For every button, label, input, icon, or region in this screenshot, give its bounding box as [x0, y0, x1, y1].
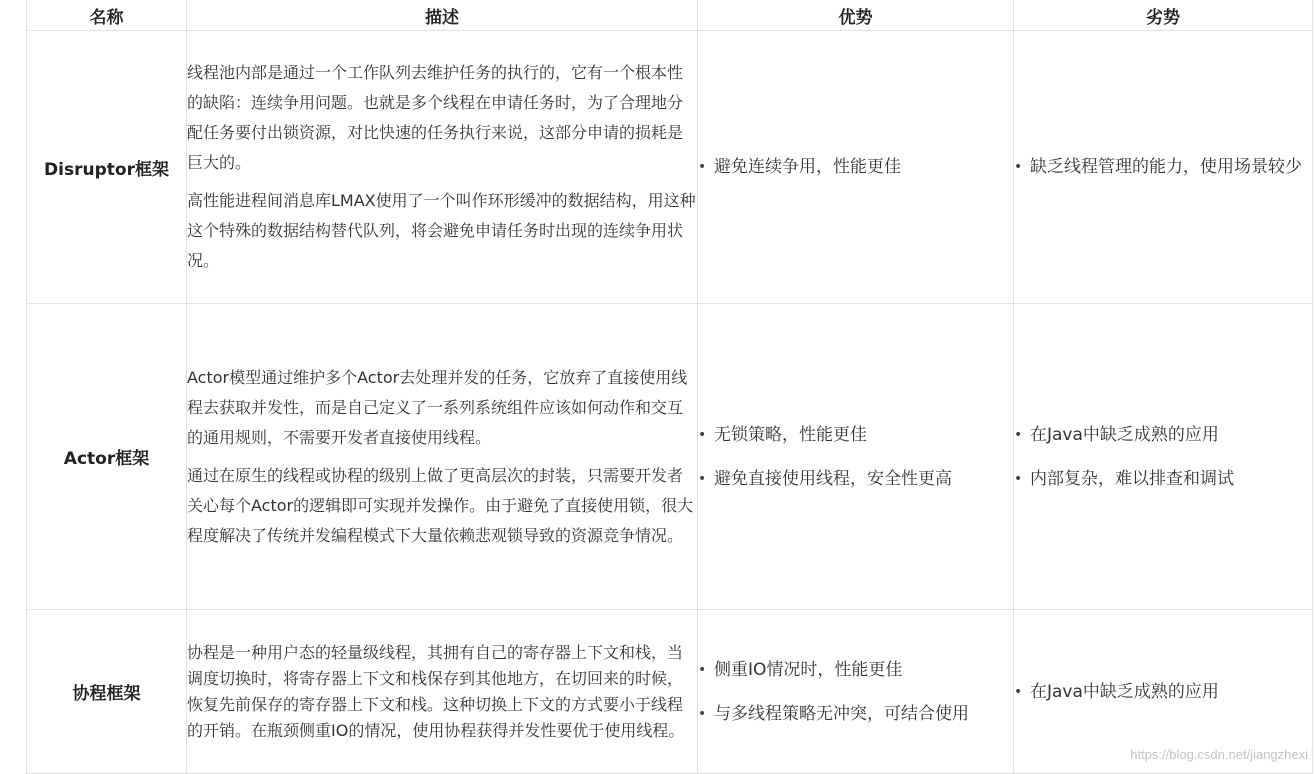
header-disadvantages: 劣势 — [1014, 0, 1313, 31]
framework-description — [187, 31, 698, 304]
table-row — [27, 31, 1313, 304]
advantages-list — [698, 152, 1013, 182]
description-paragraph: 高性能进程间消息库LMAX使用了一个叫作环形缓冲的数据结构，用这种这个特殊的数据结构替代队列，将会避免申请任务时出现的连续争用状况。 — [187, 191, 696, 270]
framework-name: Disruptor框架 — [27, 31, 187, 304]
table-row — [27, 304, 1313, 610]
list-item: • 侧重IO情况时，性能更佳 — [698, 655, 1013, 685]
header-description: 描述 — [187, 0, 698, 31]
disadvantages-list — [1014, 677, 1312, 707]
framework-disadvantages — [1014, 31, 1313, 304]
description-paragraph: 通过在原生的线程或协程的级别上做了更高层次的封装，只需要开发者关心每个Actor的逻辑即可实现并发操作。由于避免了直接使用锁，很大程度解决了传统并发编程模式下大量依赖悲观锁导致的资源竞争情况。 — [187, 465, 694, 545]
list-item: • 避免连续争用，性能更佳 — [698, 152, 1013, 182]
advantages-list — [698, 655, 1013, 729]
disadvantages-list — [1014, 152, 1312, 182]
comparison-table — [26, 0, 1313, 774]
header-advantages: 优势 — [698, 0, 1014, 31]
framework-advantages — [698, 31, 1014, 304]
framework-name: Actor框架 — [27, 304, 187, 610]
list-item: • 在Java中缺乏成熟的应用 — [1014, 677, 1312, 707]
description-paragraph: 线程池内部是通过一个工作队列去维护任务的执行的，它有一个根本性的缺陷：连续争用问题。也就是多个线程在申请任务时，为了合理地分配任务要付出锁资源，对比快速的任务执行来说，这部分申请的损耗是巨大的。 — [187, 63, 684, 172]
header-name: 名称 — [27, 0, 187, 31]
list-item: • 与多线程策略无冲突，可结合使用 — [698, 699, 1013, 729]
list-item: • 无锁策略，性能更佳 — [698, 420, 1013, 450]
framework-name: 协程框架 — [27, 610, 187, 774]
disadvantages-list — [1014, 420, 1312, 494]
framework-description — [187, 304, 698, 610]
description-paragraph: Actor模型通过维护多个Actor去处理并发的任务，它放弃了直接使用线程去获取并发性，而是自己定义了一系列系统组件应该如何动作和交互的通用规则，不需要开发者直接使用线程。 — [187, 367, 688, 447]
watermark-text: https://blog.csdn.net/jiangzhexi — [1130, 747, 1308, 762]
list-item: • 避免直接使用线程，安全性更高 — [698, 464, 1013, 494]
list-item: • 内部复杂，难以排查和调试 — [1014, 464, 1312, 494]
table-header-row — [27, 0, 1313, 31]
description-paragraph: 协程是一种用户态的轻量级线程，其拥有自己的寄存器上下文和栈，当调度切换时，将寄存器上下文和栈保存到其他地方，在切回来的时候，恢复先前保存的寄存器上下文和栈。这种切换上下文的方式要小于线程的开销。在瓶颈侧重IO的情况，使用协程获得并发性要优于使用线程。 — [187, 642, 685, 740]
advantages-list — [698, 420, 1013, 494]
list-item: • 缺乏线程管理的能力，使用场景较少 — [1014, 152, 1312, 182]
list-item: • 在Java中缺乏成熟的应用 — [1014, 420, 1312, 450]
framework-description — [187, 610, 698, 774]
framework-advantages — [698, 610, 1014, 774]
table-row — [27, 610, 1313, 774]
framework-advantages — [698, 304, 1014, 610]
framework-disadvantages — [1014, 304, 1313, 610]
